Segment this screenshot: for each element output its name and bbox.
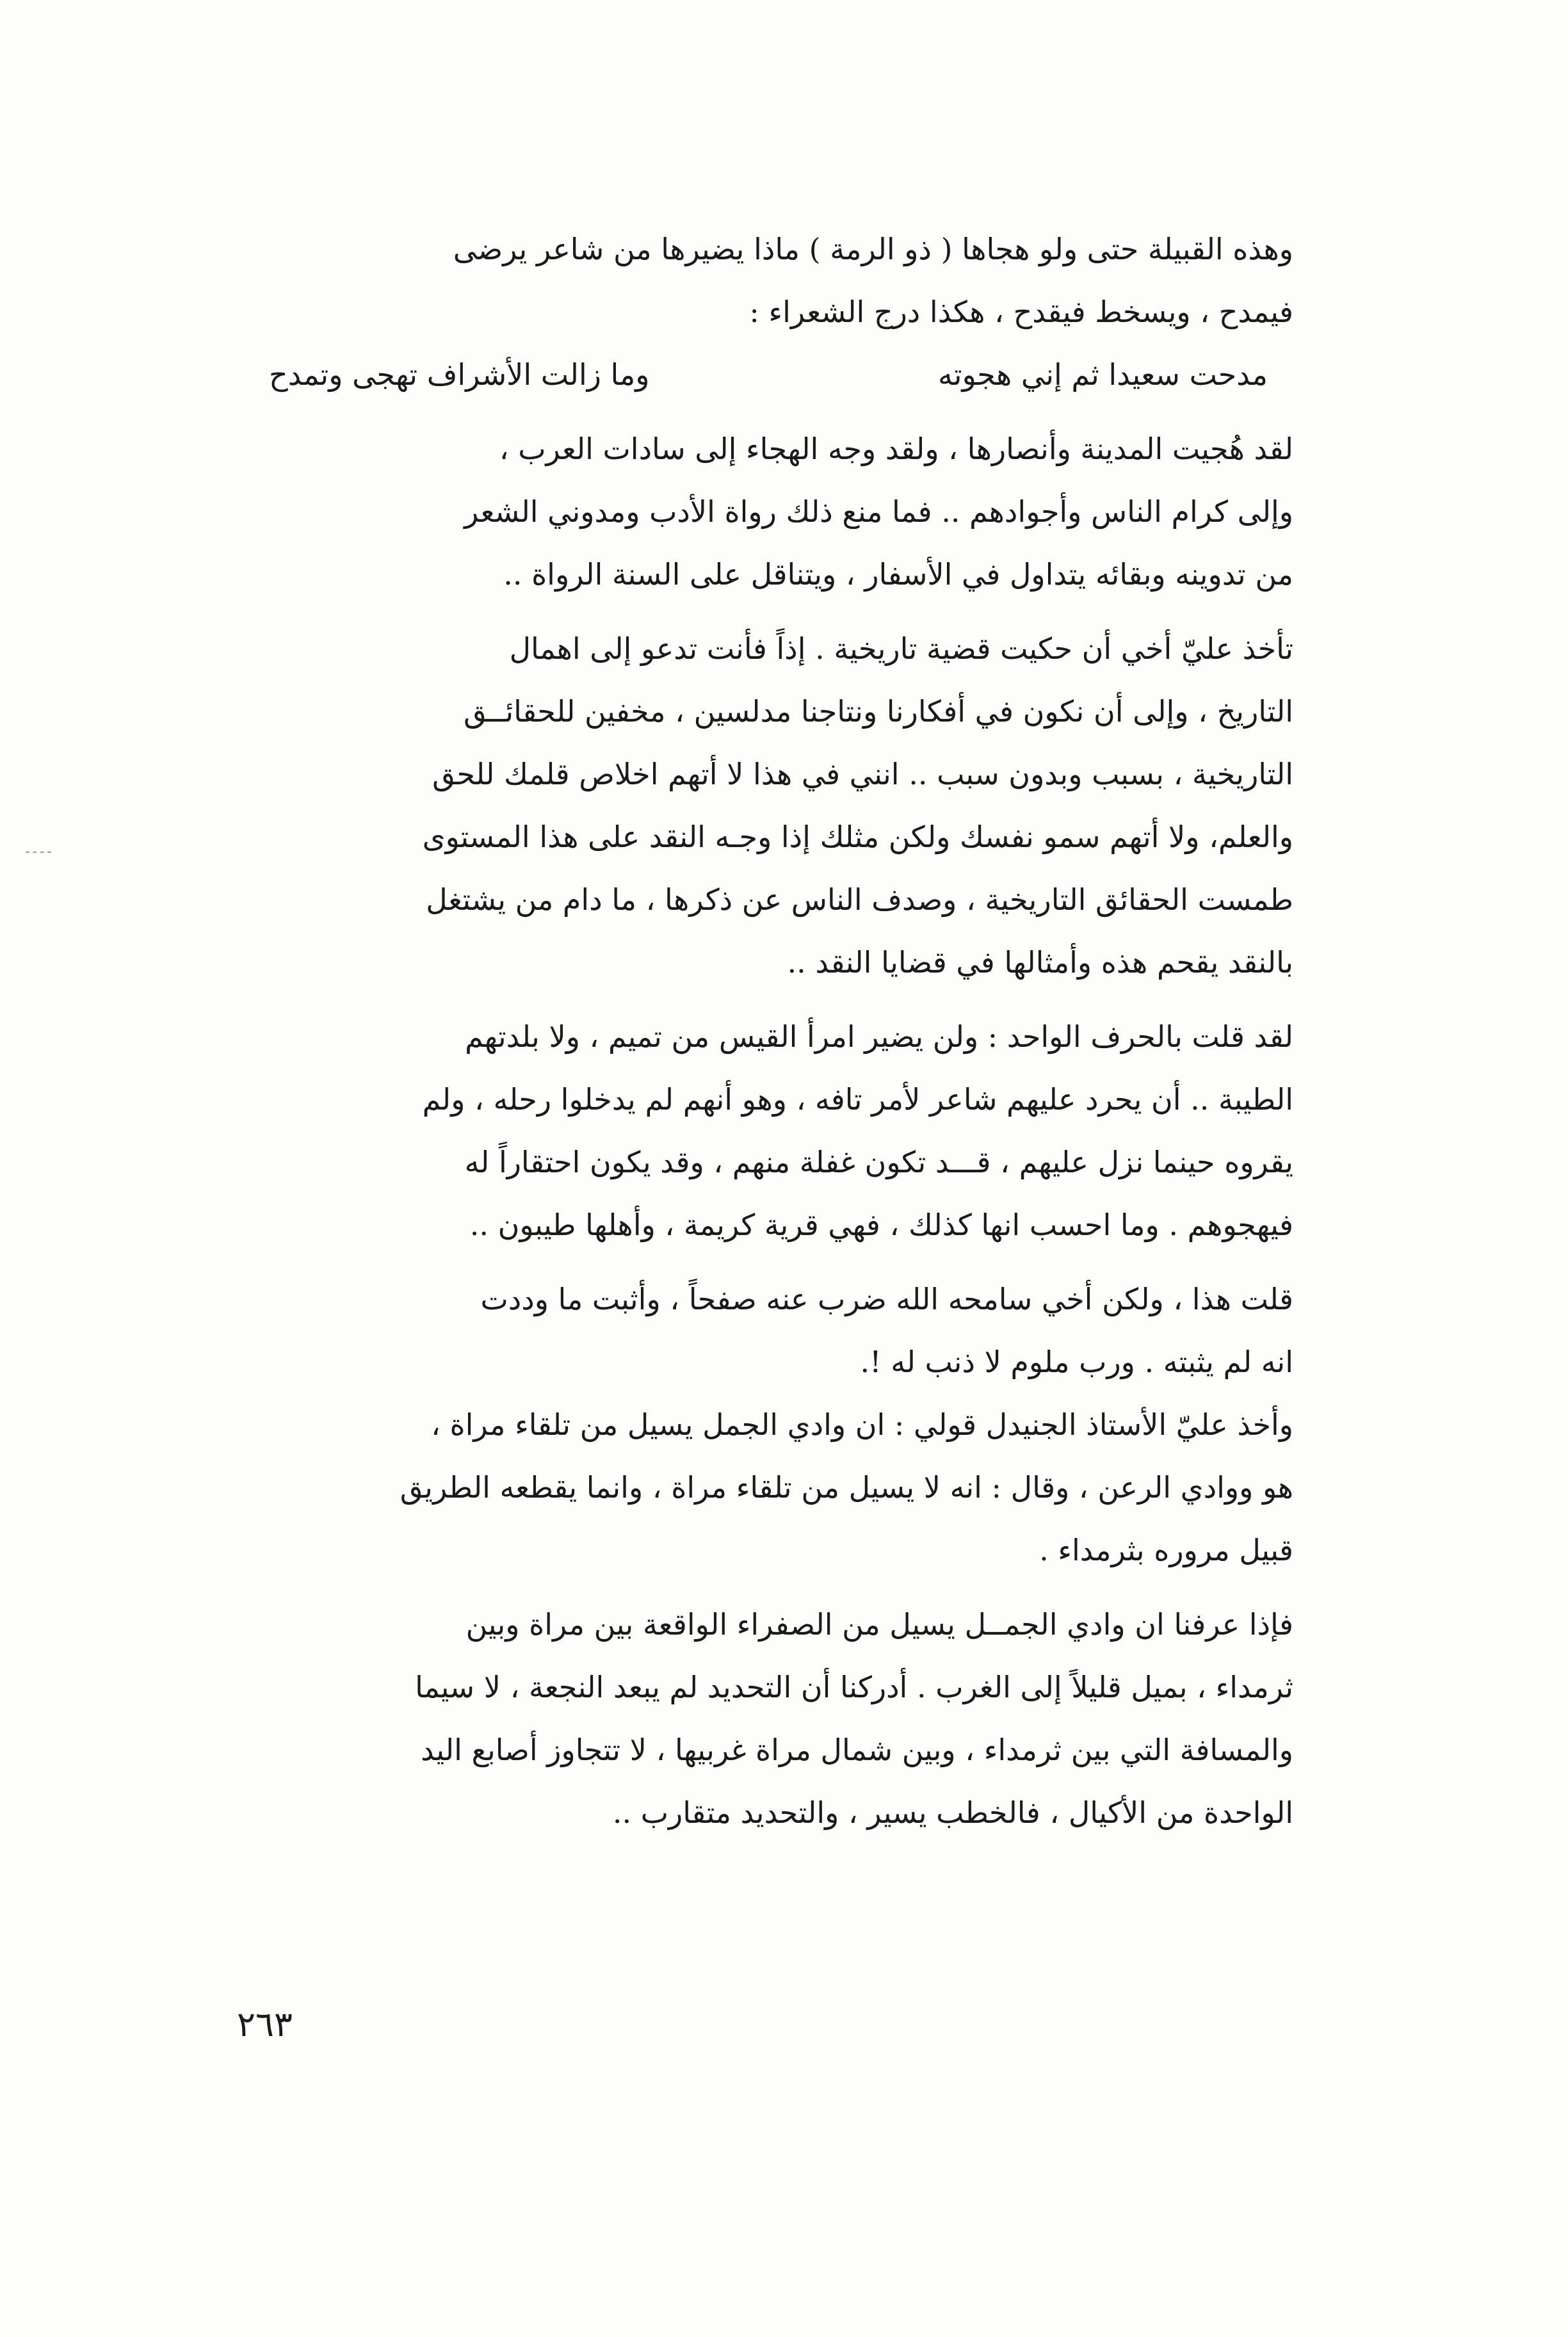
text-line: طمست الحقائق التاريخية ، وصدف الناس عن ذكرها ، ما دام من يشتغل [426,882,1293,917]
text-line: قلت هذا ، ولكن أخي سامحه الله ضرب عنه صفحاً ، وأثبت ما وددت [480,1282,1293,1316]
text-line: الواحدة من الأكيال ، فالخطب يسير ، والتحديد متقارب .. [612,1795,1293,1830]
text-line: وإلى كرام الناس وأجوادهم .. فما منع ذلك رواة الأدب ومدوني الشعر [464,494,1293,529]
verse-second-hemistich: وما زالت الأشراف تهجى وتمدح [269,357,650,392]
text-line: فيمدح ، ويسخط فيقدح ، هكذا درج الشعراء : [749,295,1293,329]
paragraph-2 [230,417,1293,606]
poetry-verse [230,343,1293,406]
text-line: من تدوينه وبقائه يتداول في الأسفار ، ويتناقل على السنة الرواة .. [503,557,1293,592]
paragraph-4 [230,1005,1293,1256]
paragraph-6 [230,1393,1293,1581]
text-line: وهذه القبيلة حتى ولو هجاها ( ذو الرمة ) ماذا يضيرها من شاعر يرضى [453,232,1293,266]
text-line: انه لم يثبته . ورب ملوم لا ذنب له !. [860,1345,1293,1379]
body-text [230,218,1293,1844]
text-line: ثرمداء ، بميل قليلاً إلى الغرب . أدركنا أن التحديد لم يبعد النجعة ، لا سيما [415,1670,1293,1704]
paragraph-3 [230,617,1293,994]
verse-first-hemistich: مدحت سعيدا ثم إني هجوته [938,357,1268,392]
text-line: لقد هُجيت المدينة وأنصارها ، ولقد وجه الهجاء إلى سادات العرب ، [499,432,1293,466]
text-line: الطيبة .. أن يحرد عليهم شاعر لأمر تافه ، وهو أنهم لم يدخلوا رحله ، ولم [422,1082,1293,1117]
text-line: بالنقد يقحم هذه وأمثالها في قضايا النقد .. [787,945,1293,980]
text-line: قبيل مروره بثرمداء . [1039,1533,1293,1567]
text-line: هو ووادي الرعن ، وقال : انه لا يسيل من تلقاء مراة ، وانما يقطعه الطريق [400,1470,1293,1505]
text-line: التاريخ ، وإلى أن نكون في أفكارنا ونتاجنا مدلسين ، مخفين للحقائــق [464,694,1293,729]
text-line: تأخذ عليّ أخي أن حكيت قضية تاريخية . إذاً فأنت تدعو إلى اهمال [509,631,1293,666]
paragraph-1 [230,218,1293,343]
text-line: فإذا عرفنا ان وادي الجمــل يسيل من الصفراء الواقعة بين مراة وبين [465,1607,1293,1642]
text-line: والعلم، ولا أتهم سمو نفسك ولكن مثلك إذا وجـه النقد على هذا المستوى [422,820,1293,854]
text-line: والمسافة التي بين ثرمداء ، وبين شمال مراة غربيها ، لا تتجاوز أصابع اليد [421,1733,1293,1767]
paragraph-7 [230,1593,1293,1844]
page-number: ٢٦٣ [237,2004,293,2044]
margin-scan-mark [26,852,51,854]
paragraph-5 [230,1268,1293,1393]
text-line: التاريخية ، بسبب وبدون سبب .. انني في هذا لا أتهم اخلاص قلمك للحق [432,757,1293,791]
text-line: يقروه حينما نزل عليهم ، قـــد تكون غفلة منهم ، وقد يكون احتقاراً له [464,1145,1293,1179]
text-line: فيهجوهم . وما احسب انها كذلك ، فهي قرية كريمة ، وأهلها طيبون .. [469,1208,1293,1242]
text-line: لقد قلت بالحرف الواحد : ولن يضير امرأ القيس من تميم ، ولا بلدتهم [465,1019,1293,1054]
text-line: وأخذ عليّ الأستاذ الجنيدل قولي : ان وادي الجمل يسيل من تلقاء مراة ، [431,1407,1293,1442]
